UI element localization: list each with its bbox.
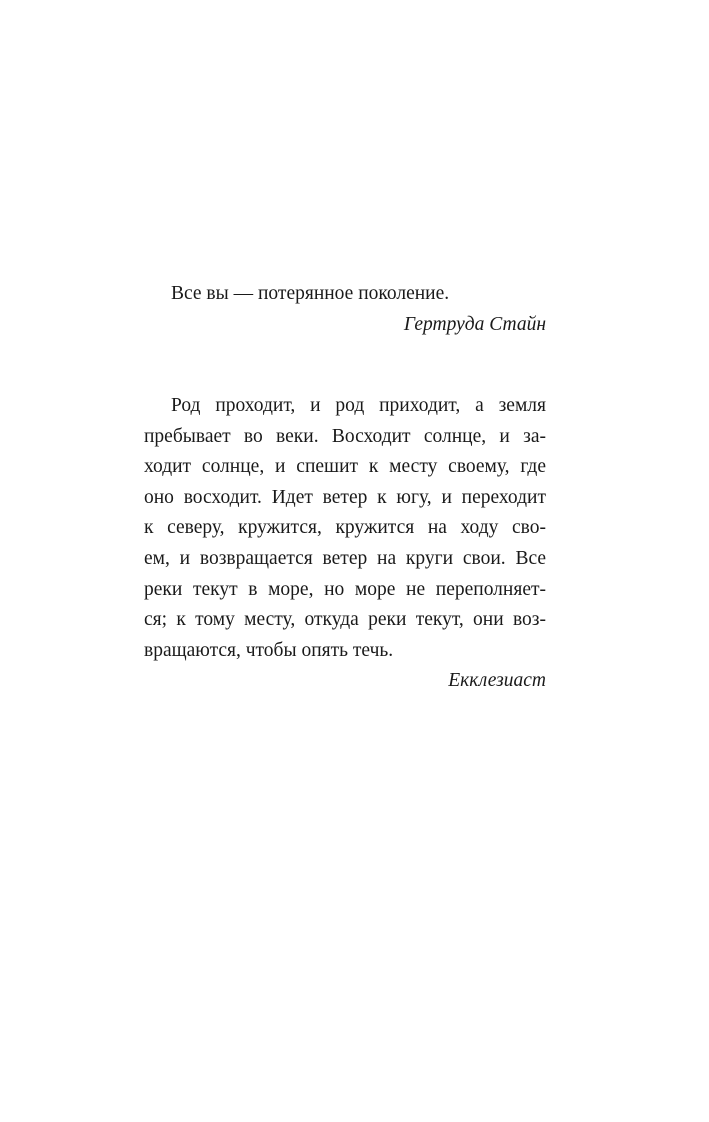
epigraph-ecclesiastes-line: ходит солнце, и спешит к месту своему, где [144,456,546,478]
epigraph-stein-attribution: Гертруда Стайн [403,313,546,335]
epigraph-stein [144,279,546,340]
epigraph-ecclesiastes [144,391,546,697]
epigraph-ecclesiastes-line: Род проходит, и род приходит, а земля [171,395,546,416]
epigraph-stein-text: Все вы — потерянное поколение. [171,283,450,304]
epigraph-ecclesiastes-line: к северу, кружится, кружится на ходу сво- [144,517,546,539]
epigraph-ecclesiastes-line: пребывает во веки. Восходит солнце, и за- [144,425,546,447]
epigraph-ecclesiastes-line: ся; к тому месту, откуда реки текут, они воз- [144,609,546,631]
epigraph-ecclesiastes-line: ем, и возвращается ветер на круги свои. Все [144,547,546,569]
epigraph-ecclesiastes-line: оно восходит. Идет ветер к югу, и переходит [144,486,546,508]
epigraph-ecclesiastes-attribution: Екклезиаст [448,670,546,692]
epigraph-ecclesiastes-line: реки текут в море, но море не переполняет- [144,578,546,600]
epigraph-ecclesiastes-line: вращаются, чтобы опять течь. [144,639,394,661]
